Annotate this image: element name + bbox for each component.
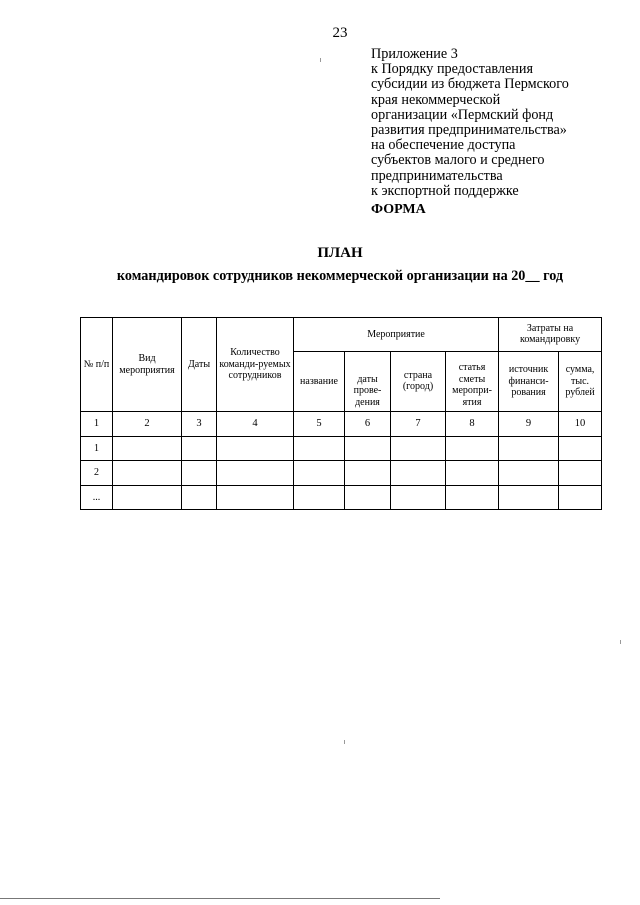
header-budget-item: статья сметы меропри-ятия xyxy=(446,351,499,412)
row-number: 2 xyxy=(81,461,113,485)
appendix-line: субъектов малого и среднего xyxy=(371,152,545,169)
table-row xyxy=(81,485,602,509)
empty-cell xyxy=(113,461,182,485)
header-dates: Даты xyxy=(182,318,217,412)
empty-cell xyxy=(446,461,499,485)
empty-cell xyxy=(294,461,345,485)
empty-cell xyxy=(182,485,217,509)
empty-cell xyxy=(391,485,446,509)
header-sum: сумма, тыс. рублей xyxy=(559,351,602,412)
column-number: 5 xyxy=(294,412,345,436)
appendix-line: развития предпринимательства» xyxy=(371,122,567,139)
empty-cell xyxy=(391,436,446,460)
header-country: страна (город) xyxy=(391,351,446,412)
header-number: № п/п xyxy=(81,318,113,412)
row-number: 1 xyxy=(81,436,113,460)
column-number: 9 xyxy=(499,412,559,436)
empty-cell xyxy=(345,461,391,485)
scan-speck xyxy=(344,740,345,744)
empty-cell xyxy=(345,485,391,509)
column-number: 1 xyxy=(81,412,113,436)
header-funding-source: источник финанси-рования xyxy=(499,351,559,412)
appendix-line: Приложение 3 xyxy=(371,46,458,62)
column-number: 2 xyxy=(113,412,182,436)
document-title: ПЛАН xyxy=(317,245,363,261)
business-trip-plan-table xyxy=(80,317,602,510)
row-number: ... xyxy=(81,485,113,509)
empty-cell xyxy=(294,485,345,509)
column-number: 4 xyxy=(217,412,294,436)
empty-cell xyxy=(182,436,217,460)
appendix-line: субсидии из бюджета Пермского xyxy=(371,76,569,93)
empty-cell xyxy=(113,436,182,460)
appendix-line: предпринимательства xyxy=(371,167,503,184)
table-row xyxy=(81,436,602,460)
empty-cell xyxy=(217,436,294,460)
empty-cell xyxy=(217,461,294,485)
appendix-line: к Порядку предоставления xyxy=(371,61,533,78)
column-number: 6 xyxy=(345,412,391,436)
empty-cell xyxy=(499,461,559,485)
column-number: 3 xyxy=(182,412,217,436)
appendix-line: к экспортной поддержке xyxy=(371,182,519,199)
appendix-line: края некоммерческой xyxy=(371,91,501,108)
empty-cell xyxy=(559,436,602,460)
form-label: ФОРМА xyxy=(371,202,426,217)
empty-cell xyxy=(446,436,499,460)
scan-edge-line xyxy=(0,898,440,899)
empty-cell xyxy=(499,436,559,460)
empty-cell xyxy=(182,461,217,485)
empty-cell xyxy=(217,485,294,509)
appendix-reference xyxy=(371,47,569,199)
empty-cell xyxy=(391,461,446,485)
empty-cell xyxy=(559,461,602,485)
empty-cell xyxy=(499,485,559,509)
empty-cell xyxy=(446,485,499,509)
table-row xyxy=(81,461,602,485)
header-event-dates: даты прове-дения xyxy=(345,351,391,412)
document-subtitle: командировок сотрудников некоммерческой организации на 20__ год xyxy=(116,268,564,284)
appendix-line: организации «Пермский фонд xyxy=(371,106,554,123)
header-event-group: Мероприятие xyxy=(294,318,499,352)
empty-cell xyxy=(294,436,345,460)
empty-cell xyxy=(345,436,391,460)
appendix-line: на обеспечение доступа xyxy=(371,137,516,154)
header-costs-group: Затраты на командировку xyxy=(499,318,602,352)
header-employee-count: Количество команди-руемых сотрудников xyxy=(217,318,294,412)
scan-speck xyxy=(320,58,321,62)
column-number: 8 xyxy=(446,412,499,436)
empty-cell xyxy=(559,485,602,509)
header-event-name: название xyxy=(294,351,345,412)
column-number: 7 xyxy=(391,412,446,436)
empty-cell xyxy=(113,485,182,509)
column-number: 10 xyxy=(559,412,602,436)
page-number: 23 xyxy=(332,25,348,41)
header-event-type: Вид мероприятия xyxy=(113,318,182,412)
scan-speck xyxy=(620,640,621,644)
